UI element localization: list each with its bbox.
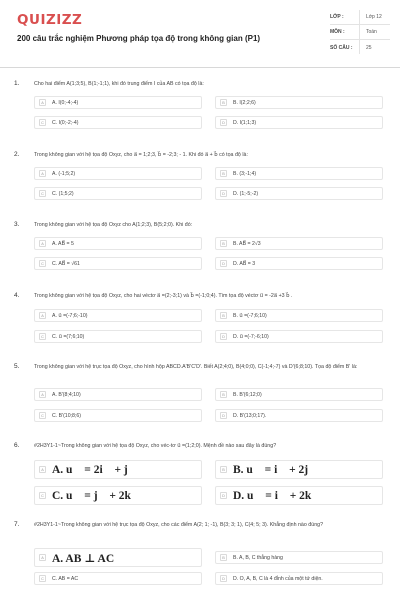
option-text: D. AB⃗ = 3 <box>233 260 256 267</box>
option-a[interactable] <box>34 96 202 109</box>
option-text: C. u⃗ = j⃗ + 2k⃗ <box>52 489 140 502</box>
option-c[interactable] <box>34 187 202 200</box>
question-number: 4. <box>14 292 20 299</box>
question-number: 2. <box>14 151 20 158</box>
option-text: C. I(0;-2;-4) <box>52 119 79 126</box>
option-letter: D <box>220 492 227 499</box>
option-a[interactable] <box>34 167 202 180</box>
meta-label: LỚP : <box>330 14 344 20</box>
option-letter: D <box>220 412 227 419</box>
option-d[interactable] <box>215 409 383 422</box>
option-a[interactable] <box>34 237 202 250</box>
option-letter: D <box>220 260 227 267</box>
option-d[interactable] <box>215 187 383 200</box>
option-text: D. O, A, B, C là 4 đỉnh của một tứ diện. <box>233 575 323 582</box>
option-d[interactable] <box>215 486 383 505</box>
option-b[interactable] <box>215 237 383 250</box>
option-b[interactable] <box>215 309 383 322</box>
option-letter: C <box>39 260 46 267</box>
option-a[interactable] <box>34 548 202 567</box>
option-a[interactable] <box>34 460 202 479</box>
option-letter: C <box>39 333 46 340</box>
option-letter: B <box>220 554 227 561</box>
option-c[interactable] <box>34 116 202 129</box>
option-text: C. AB⃗ = √61 <box>52 260 80 267</box>
option-c[interactable] <box>34 409 202 422</box>
question-text: #2H3Y1-1~Trong không gian với hệ tọa độ Oxyz, cho véc-tơ u⃗ =(1;2;0). Mệnh đề nào sau đây là đúng? <box>34 443 277 449</box>
option-text: D. (1;-5;-2) <box>233 190 259 197</box>
option-d[interactable] <box>215 257 383 270</box>
option-text: A. AB ⊥ AC <box>52 552 115 565</box>
option-text: C. (1;5;2) <box>52 190 74 197</box>
option-text: A. (-1;5;2) <box>52 170 76 177</box>
option-c[interactable] <box>34 257 202 270</box>
option-text: B. I(2;2;6) <box>233 99 256 106</box>
option-b[interactable] <box>215 167 383 180</box>
question-number: 6. <box>14 442 20 449</box>
option-text: A. AB⃗ = 5 <box>52 240 74 247</box>
option-letter: D <box>220 333 227 340</box>
option-b[interactable] <box>215 96 383 109</box>
option-d[interactable] <box>215 330 383 343</box>
option-letter: A <box>39 240 46 247</box>
option-text: C. u⃗ =(7;6;10) <box>52 333 85 340</box>
option-d[interactable] <box>215 572 383 585</box>
option-letter: C <box>39 412 46 419</box>
option-text: D. B'(13;0;17). <box>233 412 267 419</box>
option-letter: A <box>39 99 46 106</box>
option-letter: A <box>39 391 46 398</box>
option-letter: A <box>39 312 46 319</box>
option-d[interactable] <box>215 116 383 129</box>
page-header <box>0 0 400 68</box>
option-text: C. AB = AC <box>52 575 79 582</box>
meta-label: SỐ CÂU : <box>330 44 353 51</box>
option-letter: B <box>220 240 227 247</box>
option-text: A. B'(8;4;10) <box>52 391 81 398</box>
question-text: Trong không gian với hệ trục tọa độ Oxyz, cho hình hộp ABCD.A'B'C'D'. Biết A(2;4;0), B(4;0;0), C(-1;4;-7) và D'(6;8;10). Tọa độ điểm B' là: <box>34 364 358 370</box>
option-letter: B <box>220 170 227 177</box>
meta-value: Lớp 12 <box>366 14 382 20</box>
document-title: 200 câu trắc nghiệm Phương pháp tọa độ trong không gian (P1) <box>17 34 261 43</box>
option-text: D. u⃗ =(-7;-6;10) <box>233 333 269 340</box>
option-c[interactable] <box>34 486 202 505</box>
question-number: 7. <box>14 521 20 528</box>
meta-info <box>330 10 390 55</box>
option-b[interactable] <box>215 551 383 564</box>
option-letter: D <box>220 119 227 126</box>
option-text: B. (3;-1;4) <box>233 170 257 177</box>
meta-value: 25 <box>366 44 372 51</box>
option-text: B. B'(6;12;0) <box>233 391 262 398</box>
question-text: Trong không gian với hệ tọa độ Oxyz, cho a⃗ = 1;2;3, b⃗ = -2;3; - 1. Khi đó a⃗ + b⃗ có tọa độ là: <box>34 152 248 158</box>
question-number: 3. <box>14 221 20 228</box>
option-letter: D <box>220 190 227 197</box>
option-a[interactable] <box>34 309 202 322</box>
question-number: 1. <box>14 80 20 87</box>
option-b[interactable] <box>215 388 383 401</box>
quizizz-logo: QUIZIZZ <box>17 12 83 28</box>
question-text: Cho hai điểm A(1;3;5), B(1;-1;1), khi đó trung điểm I của AB có tọa độ là: <box>34 81 204 87</box>
question-number: 5. <box>14 363 20 370</box>
option-text: C. B'(10;8;6) <box>52 412 81 419</box>
meta-label: MÔN : <box>330 29 345 35</box>
option-letter: D <box>220 575 227 582</box>
option-text: D. I(1;1;3) <box>233 119 257 126</box>
option-text: A. u⃗ = 2i⃗ + j⃗ <box>52 463 137 476</box>
option-a[interactable] <box>34 388 202 401</box>
option-letter: B <box>220 312 227 319</box>
option-text: A. u⃗ =(-7;6;-10) <box>52 312 88 319</box>
option-letter: C <box>39 190 46 197</box>
option-letter: B <box>220 466 227 473</box>
option-text: B. AB⃗ = 2√3 <box>233 240 261 247</box>
option-letter: A <box>39 170 46 177</box>
meta-value: Toán <box>366 29 377 35</box>
option-text: D. u⃗ = i⃗ + 2k⃗ <box>233 489 321 502</box>
option-text: B. u⃗ =(-7;6;10) <box>233 312 267 319</box>
option-letter: A <box>39 466 46 473</box>
meta-row-subject <box>330 25 390 40</box>
option-c[interactable] <box>34 330 202 343</box>
question-text: #2H3Y1-1~Trong không gian với hệ trục tọa độ Oxyz, cho các điểm A(2; 1; -1), B(3; 3; 1), C(4; 5; 3). Khẳng định nào đúng? <box>34 522 324 528</box>
option-letter: C <box>39 119 46 126</box>
meta-row-class <box>330 10 390 25</box>
option-letter: B <box>220 99 227 106</box>
option-letter: B <box>220 391 227 398</box>
question-text: Trong không gian với hệ tọa độ Oxyz cho A(1;2;3), B(5;2;0). Khi đó: <box>34 222 193 228</box>
option-text: B. u⃗ = i⃗ + 2j⃗ <box>233 463 318 476</box>
option-letter: C <box>39 575 46 582</box>
option-b[interactable] <box>215 460 383 479</box>
option-c[interactable] <box>34 572 202 585</box>
question-text: Trong không gian với hệ tọa độ Oxyz, cho hai véctơ a⃗ =(2;-3;1) và b⃗ =(-1;0;4). Tìm tọa độ véctơ u⃗ = -2a⃗ +3 b⃗ . <box>34 293 293 299</box>
option-text: A. I(0;-4;-4) <box>52 99 79 106</box>
meta-row-count <box>330 40 390 55</box>
option-letter: C <box>39 492 46 499</box>
option-text: B. A, B, C thẳng hàng <box>233 554 283 561</box>
option-letter: A <box>39 554 46 561</box>
